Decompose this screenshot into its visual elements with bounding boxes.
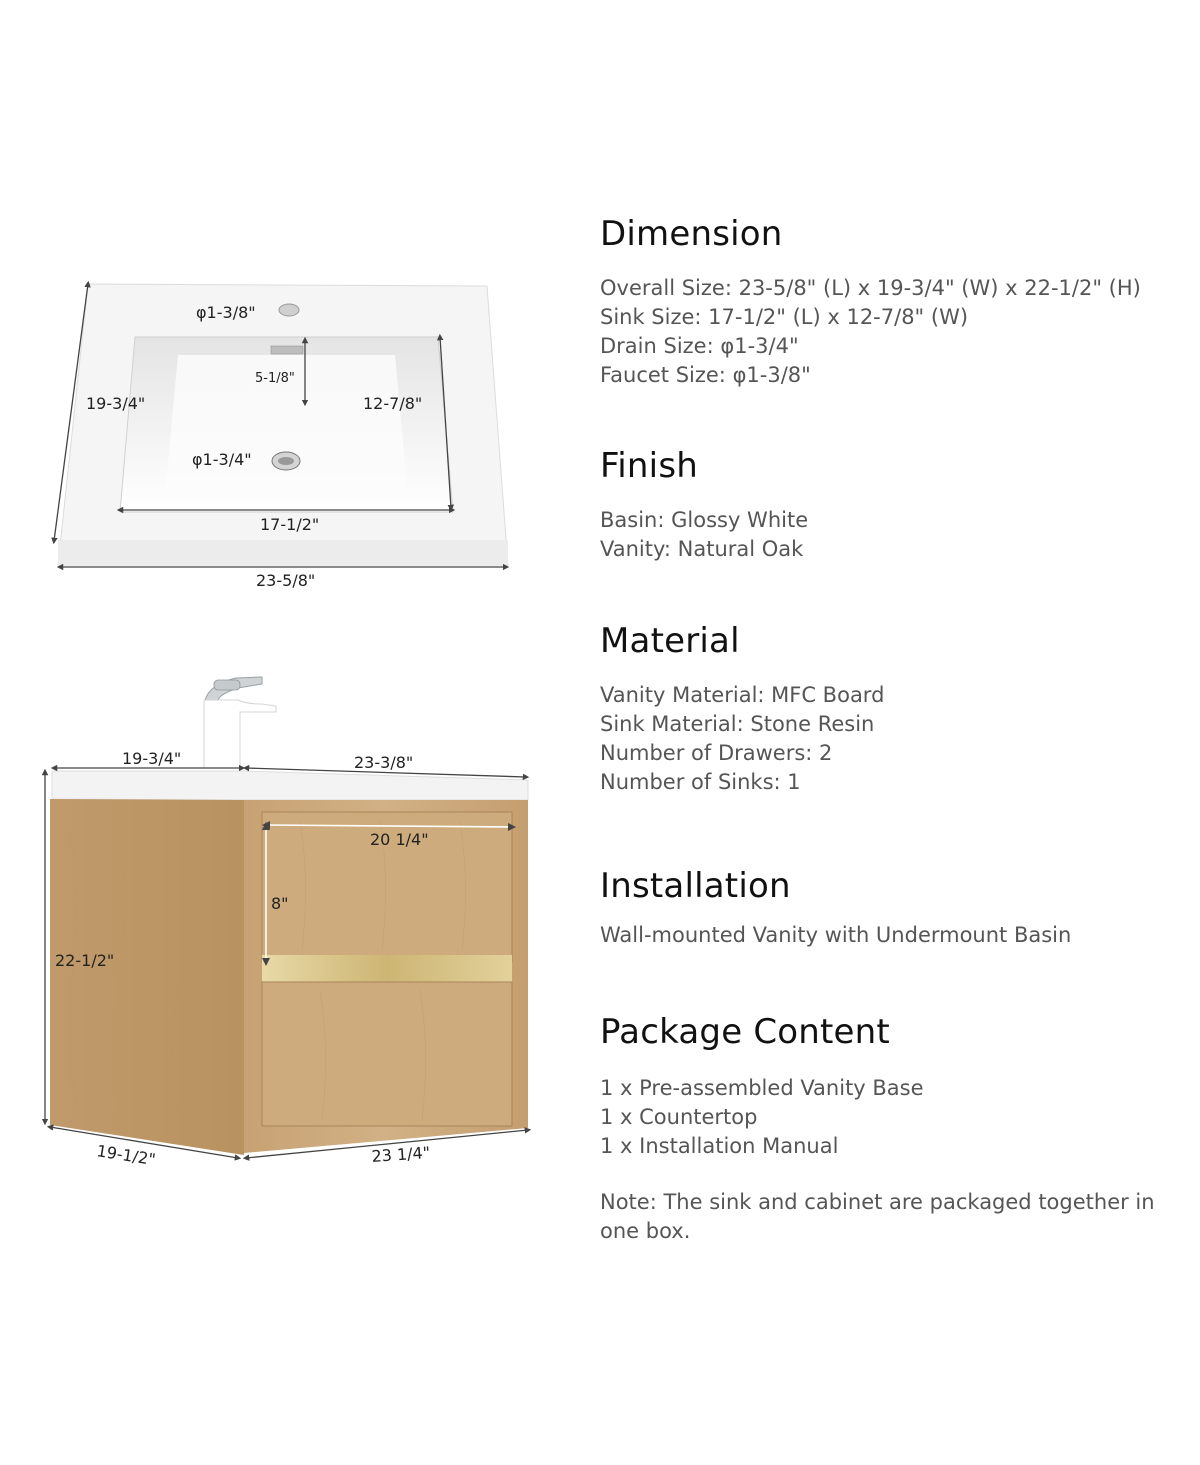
section-title: Installation	[600, 866, 791, 906]
label-top-depth: 19-3/4"	[122, 749, 182, 768]
spec-line: 1 x Countertop	[600, 1105, 758, 1129]
section-title: Dimension	[600, 214, 783, 254]
section-title: Finish	[600, 446, 698, 486]
package-note: Note: The sink and cabinet are packaged together in one box.	[600, 1190, 1155, 1243]
label-overall-width: 23-5/8"	[256, 571, 316, 590]
spec-line: Wall-mounted Vanity with Undermount Basin	[600, 923, 1072, 947]
label-drain-offset: 5-1/8"	[255, 371, 295, 386]
faucet-hole	[279, 304, 299, 316]
product-diagrams	[0, 0, 580, 1465]
faucet-icon	[204, 677, 276, 768]
label-faucet-hole: φ1-3/8"	[196, 303, 256, 322]
bottom-drawer	[262, 982, 512, 1126]
spec-line: Basin: Glossy White	[600, 508, 809, 532]
spec-line: Vanity Material: MFC Board	[600, 683, 885, 707]
label-cabinet-height: 22-1/2"	[55, 951, 115, 970]
drawer-handle-gap	[262, 955, 512, 985]
spec-line: 1 x Installation Manual	[600, 1134, 839, 1158]
section-installation	[600, 866, 1175, 950]
cabinet-side-panel	[50, 799, 244, 1155]
label-drawer-width: 20 1/4"	[370, 830, 429, 849]
spec-line: Drain Size: φ1-3/4"	[600, 334, 799, 358]
spec-line: Number of Drawers: 2	[600, 741, 833, 765]
cabinet-view	[45, 677, 528, 1169]
sink-front-edge	[58, 540, 508, 565]
spec-line: Overall Size: 23-5/8" (L) x 19-3/4" (W) x 22-1/2" (H)	[600, 276, 1141, 300]
sink-top-view	[54, 284, 508, 590]
label-bottom-width: 23 1/4"	[370, 1142, 431, 1166]
label-drain-hole: φ1-3/4"	[192, 450, 252, 469]
label-sink-depth: 19-3/4"	[86, 394, 146, 413]
spec-line: Sink Size: 17-1/2" (L) x 12-7/8" (W)	[600, 305, 969, 329]
label-basin-width: 17-1/2"	[260, 515, 320, 534]
label-top-width: 23-3/8"	[354, 753, 414, 772]
section-finish	[600, 446, 1175, 564]
drain-cap	[278, 457, 294, 465]
spec-line: Sink Material: Stone Resin	[600, 712, 875, 736]
section-material	[600, 621, 1175, 797]
section-dimension	[600, 214, 1175, 390]
section-title: Material	[600, 621, 740, 661]
spec-line: Number of Sinks: 1	[600, 770, 801, 794]
overflow-slot	[271, 346, 303, 354]
label-drawer-height: 8"	[271, 894, 289, 913]
spec-line: Faucet Size: φ1-3/8"	[600, 363, 811, 387]
label-basin-depth: 12-7/8"	[363, 394, 423, 413]
section-package-content	[600, 1012, 1175, 1161]
spec-line: Vanity: Natural Oak	[600, 537, 804, 561]
label-bottom-depth: 19-1/2"	[95, 1141, 157, 1170]
spec-line: 1 x Pre-assembled Vanity Base	[600, 1076, 924, 1100]
section-title: Package Content	[600, 1012, 890, 1052]
